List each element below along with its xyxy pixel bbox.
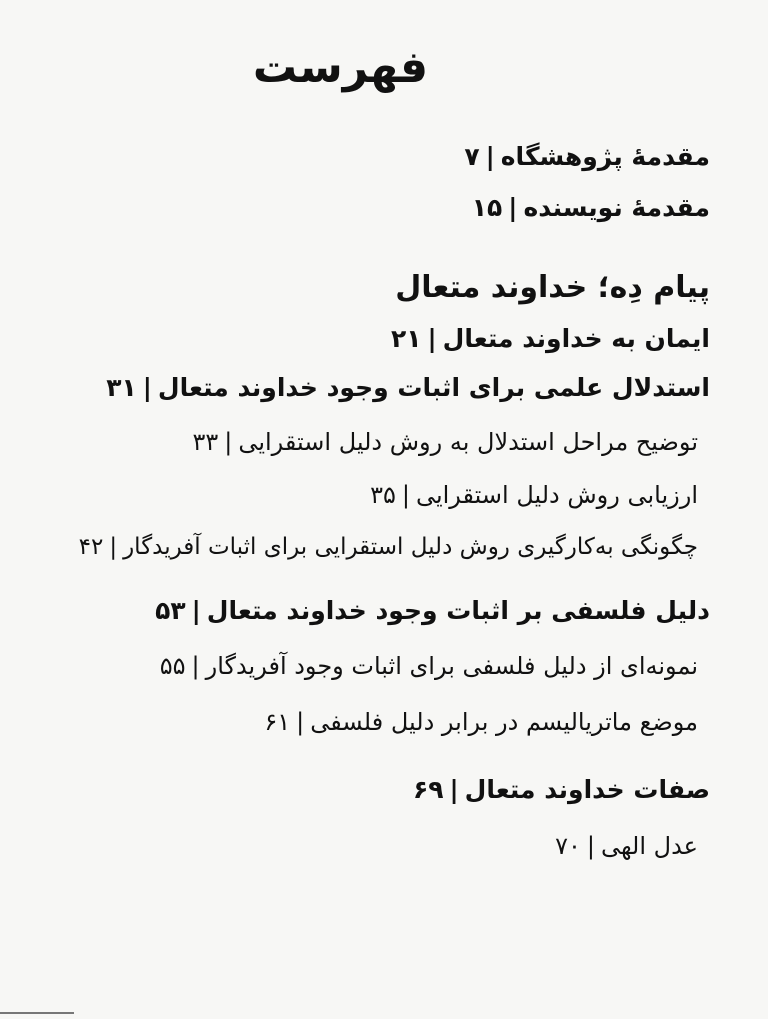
toc-section-inductive-steps[interactable] [192, 428, 698, 456]
entry-label: مقدمۀ نویسنده [523, 193, 710, 222]
toc-section-materialism[interactable] [264, 708, 698, 736]
entry-label: توضیح مراحل استدلال به روش دلیل استقرایی [238, 428, 698, 456]
toc-entry-intro-author[interactable] [472, 193, 710, 222]
toc-entry-intro-institute[interactable] [464, 142, 710, 171]
entry-label: صفات خداوند متعال [464, 775, 710, 804]
entry-label: دلیل فلسفی بر اثبات وجود خداوند متعال [206, 596, 710, 625]
toc-chapter-faith[interactable] [391, 324, 710, 353]
entry-page-number: ۳۱ [106, 373, 137, 402]
entry-page-number: ۳۵ [370, 481, 396, 509]
toc-part-heading: پیام دِه؛ خداوند متعال [395, 270, 710, 305]
toc-chapter-philosophical-argument[interactable] [155, 596, 710, 625]
entry-separator: | [191, 596, 201, 625]
entry-separator: | [191, 652, 200, 680]
toc-section-divine-justice[interactable] [555, 832, 698, 860]
entry-label: ارزیابی روش دلیل استقرایی [415, 481, 698, 509]
entry-label: موضع ماتریالیسم در برابر دلیل فلسفی [310, 708, 698, 736]
entry-page-number: ۵۳ [155, 596, 186, 625]
entry-page-number: ۳۳ [192, 428, 219, 456]
entry-separator: | [224, 428, 233, 456]
toc-title: فهرست [252, 42, 428, 93]
entry-label: استدلال علمی برای اثبات وجود خداوند متعال [157, 373, 710, 402]
entry-page-number: ۶۹ [412, 775, 444, 804]
entry-separator: | [586, 832, 595, 860]
entry-separator: | [485, 142, 495, 171]
entry-page-number: ۲۱ [390, 324, 422, 353]
entry-label: عدل الهی [600, 832, 698, 860]
toc-chapter-scientific-argument[interactable] [106, 373, 710, 402]
entry-page-number: ۴۲ [78, 534, 104, 560]
entry-separator: | [449, 775, 459, 804]
entry-separator: | [296, 708, 305, 736]
entry-label: ایمان به خداوند متعال [442, 324, 710, 353]
entry-label: نمونه‌ای از دلیل فلسفی برای اثبات وجود آفریدگار [205, 652, 698, 680]
toc-chapter-attributes[interactable] [413, 775, 710, 804]
entry-separator: | [508, 193, 518, 222]
toc-section-inductive-evaluation[interactable] [370, 481, 698, 509]
entry-page-number: ۷ [464, 142, 480, 171]
entry-separator: | [427, 324, 437, 353]
entry-label: مقدمۀ پژوهشگاه [500, 142, 710, 171]
toc-section-inductive-application[interactable] [79, 534, 698, 560]
entry-page-number: ۶۱ [264, 708, 291, 736]
entry-separator: | [142, 373, 152, 402]
entry-page-number: ۵۵ [159, 652, 186, 680]
page-edge-divider [0, 1012, 74, 1014]
entry-page-number: ۷۰ [555, 832, 581, 860]
entry-separator: | [401, 481, 410, 509]
toc-section-philosophical-example[interactable] [160, 652, 698, 680]
entry-label: چگونگی به‌کارگیری روش دلیل استقرایی برای اثبات آفریدگار [123, 534, 698, 560]
entry-page-number: ۱۵ [471, 193, 503, 222]
entry-separator: | [109, 534, 118, 560]
